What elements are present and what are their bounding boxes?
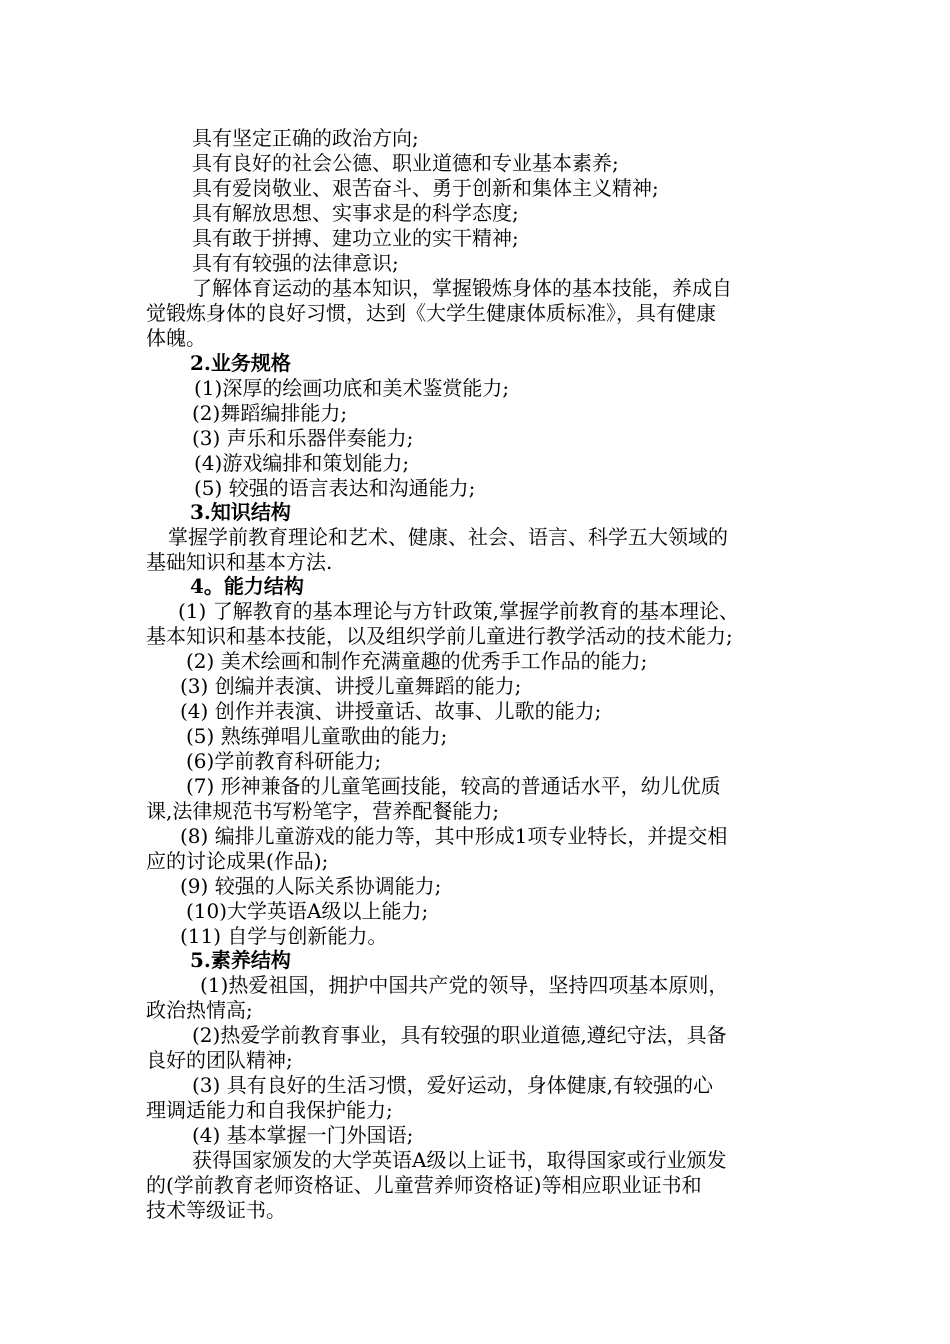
paragraph-line: 技术等级证书。 bbox=[146, 1198, 286, 1222]
section-heading: 5.素养结构 bbox=[190, 948, 291, 972]
paragraph-line: 掌握学前教育理论和艺术、健康、社会、语言、科学五大领域的 bbox=[168, 525, 728, 549]
list-item: (1)深厚的绘画功底和美术鉴赏能力; bbox=[194, 376, 510, 400]
list-item: (4)游戏编排和策划能力; bbox=[194, 451, 410, 475]
list-item: (2) 美术绘画和制作充满童趣的优秀手工作品的能力; bbox=[186, 649, 648, 673]
list-item: 课,法律规范书写粉笔字，营养配餐能力; bbox=[146, 799, 500, 823]
text-line: 具有爱岗敬业、艰苦奋斗、勇于创新和集体主义精神; bbox=[192, 176, 659, 200]
list-item: (2)舞蹈编排能力; bbox=[192, 401, 348, 425]
list-item: (4) 创作并表演、讲授童话、故事、儿歌的能力; bbox=[180, 699, 602, 723]
section-heading: 2.业务规格 bbox=[190, 351, 291, 375]
list-item: (1) 了解教育的基本理论与方针政策,掌握学前教育的基本理论、 bbox=[178, 599, 740, 623]
text-line: 具有良好的社会公德、职业道德和专业基本素养; bbox=[192, 151, 619, 175]
list-item: 基本知识和基本技能，以及组织学前儿童进行教学活动的技术能力; bbox=[146, 624, 733, 648]
paragraph-line: 获得国家颁发的大学英语A级以上证书，取得国家或行业颁发 bbox=[192, 1148, 727, 1172]
paragraph-line: 了解体育运动的基本知识，掌握锻炼身体的基本技能，养成自 bbox=[192, 276, 732, 300]
paragraph-line: 基础知识和基本方法. bbox=[146, 550, 333, 574]
section-heading: 3.知识结构 bbox=[190, 500, 291, 524]
list-item: 政治热情高; bbox=[146, 998, 253, 1022]
text-line: 具有敢于拼搏、建功立业的实干精神; bbox=[192, 226, 519, 250]
paragraph-line: 体魄。 bbox=[146, 326, 206, 350]
list-item: (5) 熟练弹唱儿童歌曲的能力; bbox=[186, 724, 448, 748]
paragraph-line: 的(学前教育老师资格证、儿童营养师资格证)等相应职业证书和 bbox=[146, 1173, 702, 1197]
list-item: (3) 具有良好的生活习惯，爱好运动，身体健康,有较强的心 bbox=[192, 1073, 714, 1097]
section-heading: 4。能力结构 bbox=[190, 574, 304, 598]
paragraph-line: 觉锻炼身体的良好习惯，达到《大学生健康体质标准》，具有健康 bbox=[146, 301, 716, 325]
list-item: (3) 创编并表演、讲授儿童舞蹈的能力; bbox=[180, 674, 522, 698]
list-item: (2)热爱学前教育事业，具有较强的职业道德,遵纪守法，具备 bbox=[192, 1023, 727, 1047]
list-item: (10)大学英语A级以上能力; bbox=[186, 899, 429, 923]
text-line: 具有有较强的法律意识; bbox=[192, 251, 399, 275]
text-line: 具有解放思想、实事求是的科学态度; bbox=[192, 201, 519, 225]
list-item: (7) 形神兼备的儿童笔画技能，较高的普通话水平，幼儿优质 bbox=[186, 774, 721, 798]
list-item: (9) 较强的人际关系协调能力; bbox=[180, 874, 442, 898]
list-item: (8) 编排儿童游戏的能力等，其中形成1项专业特长，并提交相 bbox=[180, 824, 728, 848]
list-item: (3) 声乐和乐器伴奏能力; bbox=[192, 426, 414, 450]
list-item: 应的讨论成果(作品); bbox=[146, 849, 329, 873]
list-item: (6)学前教育科研能力; bbox=[186, 749, 382, 773]
text-line: 具有坚定正确的政治方向; bbox=[192, 126, 419, 150]
list-item: (1)热爱祖国，拥护中国共产党的领导，坚持四项基本原则， bbox=[200, 973, 729, 997]
list-item: (11) 自学与创新能力。 bbox=[180, 924, 388, 948]
list-item: 理调适能力和自我保护能力; bbox=[146, 1098, 393, 1122]
list-item: (5) 较强的语言表达和沟通能力; bbox=[194, 476, 476, 500]
list-item: 良好的团队精神; bbox=[146, 1048, 293, 1072]
list-item: (4) 基本掌握一门外国语; bbox=[192, 1123, 414, 1147]
